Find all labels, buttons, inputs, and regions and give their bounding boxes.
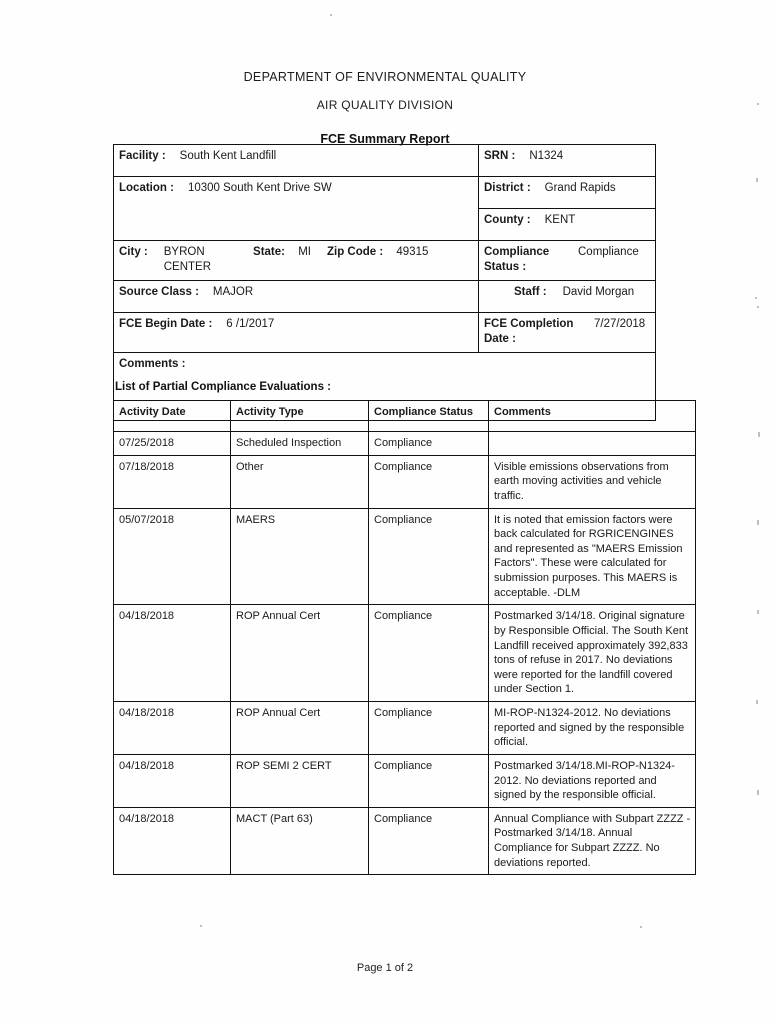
cell-activity-type: MACT (Part 63) xyxy=(231,807,369,875)
source-class-value: MAJOR xyxy=(212,286,254,298)
cell-activity-type: Scheduled Inspection xyxy=(231,432,369,456)
city-value: BYRON CENTER xyxy=(163,246,212,273)
table-row xyxy=(114,455,696,508)
scan-speckle xyxy=(757,520,759,525)
fce-completion-value: 7/27/2018 xyxy=(594,318,646,330)
cell-activity-date: 05/07/2018 xyxy=(114,508,231,605)
city-label: City : xyxy=(119,246,148,258)
cell-activity-date: 04/18/2018 xyxy=(114,702,231,755)
column-header-activity-type: Activity Type xyxy=(231,401,369,432)
cell-activity-date: 04/18/2018 xyxy=(114,754,231,807)
state-value: MI xyxy=(298,246,311,258)
cell-compliance-status: Compliance xyxy=(369,508,489,605)
district-value: Grand Rapids xyxy=(544,182,616,194)
scan-speckle xyxy=(757,610,759,614)
table-row xyxy=(114,605,696,702)
partial-compliance-evaluations-table xyxy=(113,400,696,875)
cell-activity-date: 04/18/2018 xyxy=(114,807,231,875)
location-value: 10300 South Kent Drive SW xyxy=(187,182,332,194)
cell-activity-date: 07/25/2018 xyxy=(114,432,231,456)
scan-speckle xyxy=(756,178,758,182)
fce-begin-cell xyxy=(114,313,479,353)
table-row xyxy=(114,807,696,875)
compliance-status-cell xyxy=(479,241,656,281)
table-row xyxy=(114,432,696,456)
cell-comments: Postmarked 3/14/18.MI-ROP-N1324-2012. No deviations reported and signed by the responsible official. xyxy=(489,754,696,807)
cell-comments: Annual Compliance with Subpart ZZZZ - Postmarked 3/14/18. Annual Compliance for Subpart ZZZZ. No deviations reported. xyxy=(489,807,696,875)
cell-comments: Postmarked 3/14/18. Original signature by Responsible Official. The South Kent Landfill received approximately 392,833 tons of refuse in 2017. No deviations were reported for the landfill covered under Section 1. xyxy=(489,605,696,702)
county-label: County : xyxy=(484,214,531,226)
page-footer: Page 1 of 2 xyxy=(356,962,414,974)
state-label: State: xyxy=(253,246,285,258)
cell-compliance-status: Compliance xyxy=(369,807,489,875)
source-class-cell xyxy=(114,281,479,313)
cell-comments xyxy=(489,432,696,456)
source-class-label: Source Class : xyxy=(119,286,199,298)
city-row xyxy=(114,241,656,281)
cell-activity-type: ROP Annual Cert xyxy=(231,702,369,755)
fce-completion-cell xyxy=(479,313,656,353)
evaluations-heading: List of Partial Compliance Evaluations : xyxy=(115,381,331,393)
cell-compliance-status: Compliance xyxy=(369,702,489,755)
district-cell xyxy=(479,177,656,209)
cell-comments: Visible emissions observations from earth moving activities and vehicle traffic. xyxy=(489,455,696,508)
column-header-comments: Comments xyxy=(489,401,696,432)
staff-cell xyxy=(479,281,656,313)
scan-speckle xyxy=(756,700,758,704)
column-header-compliance-status: Compliance Status xyxy=(369,401,489,432)
compliance-status-value: Compliance xyxy=(578,246,639,258)
fce-begin-label: FCE Begin Date : xyxy=(119,318,213,330)
facility-info-table xyxy=(113,144,656,421)
cell-comments: It is noted that emission factors were back calculated for RGRICENGINES and represented as "MAERS Emission Factors". These were calculated for submission purposes. This MAERS is acceptable. -DLM xyxy=(489,508,696,605)
facility-value: South Kent Landfill xyxy=(179,150,277,162)
staff-value: David Morgan xyxy=(562,286,635,298)
fce-completion-label: FCE Completion Date : xyxy=(484,318,574,345)
zip-label: Zip Code : xyxy=(326,246,384,258)
comments-label: Comments : xyxy=(119,358,186,370)
table-row xyxy=(114,702,696,755)
cell-compliance-status: Compliance xyxy=(369,455,489,508)
cell-compliance-status: Compliance xyxy=(369,432,489,456)
scan-speckle xyxy=(758,432,760,437)
scan-speckle xyxy=(757,790,759,795)
division-title: AIR QUALITY DIVISION xyxy=(316,98,454,112)
table-row xyxy=(114,754,696,807)
cell-compliance-status: Compliance xyxy=(369,754,489,807)
location-cell xyxy=(114,177,479,241)
srn-label: SRN : xyxy=(484,150,516,162)
cell-activity-type: ROP Annual Cert xyxy=(231,605,369,702)
compliance-status-label: Compliance Status : xyxy=(484,246,550,273)
fce-begin-value: 6 /1/2017 xyxy=(226,318,275,330)
county-value: KENT xyxy=(544,214,576,226)
city-state-zip-cell xyxy=(114,241,479,281)
srn-value: N1324 xyxy=(529,150,564,162)
cell-compliance-status: Compliance xyxy=(369,605,489,702)
facility-label: Facility : xyxy=(119,150,166,162)
cell-activity-type: MAERS xyxy=(231,508,369,605)
cell-activity-date: 04/18/2018 xyxy=(114,605,231,702)
county-cell xyxy=(479,209,656,241)
scan-speckle xyxy=(757,306,759,308)
cell-activity-type: ROP SEMI 2 CERT xyxy=(231,754,369,807)
scan-speckle xyxy=(200,925,202,927)
scan-speckle xyxy=(640,926,642,928)
scan-speckle xyxy=(757,103,759,105)
zip-value: 49315 xyxy=(396,246,429,258)
cell-activity-date: 07/18/2018 xyxy=(114,455,231,508)
cell-activity-type: Other xyxy=(231,455,369,508)
document-header xyxy=(0,70,770,146)
page-title: FCE Summary Report xyxy=(320,132,450,146)
table-row xyxy=(114,508,696,605)
fce-dates-row xyxy=(114,313,656,353)
district-label: District : xyxy=(484,182,531,194)
staff-label: Staff : xyxy=(514,286,547,298)
table-header-row xyxy=(114,401,696,432)
location-label: Location : xyxy=(119,182,174,194)
facility-name-cell xyxy=(114,145,479,177)
column-header-activity-date: Activity Date xyxy=(114,401,231,432)
source-class-row xyxy=(114,281,656,313)
cell-comments: MI-ROP-N1324-2012. No deviations reported and signed by the responsible official. xyxy=(489,702,696,755)
scan-speckle xyxy=(755,297,757,299)
scan-speckle xyxy=(330,14,332,16)
department-title: DEPARTMENT OF ENVIRONMENTAL QUALITY xyxy=(243,70,527,84)
location-row xyxy=(114,177,656,209)
srn-cell xyxy=(479,145,656,177)
facility-row xyxy=(114,145,656,177)
